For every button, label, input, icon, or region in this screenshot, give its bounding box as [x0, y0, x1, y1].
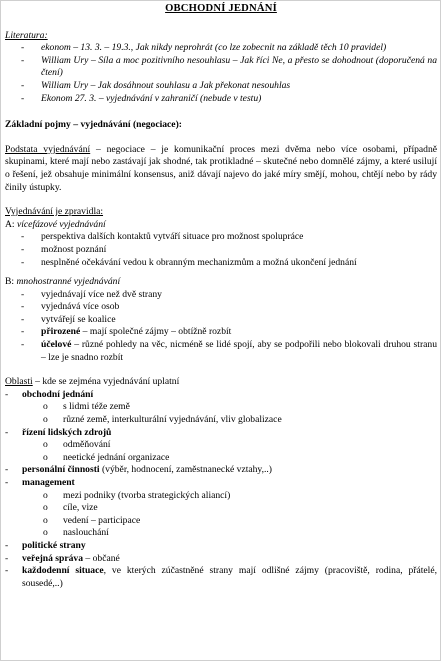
- sub-item: o cíle, vize: [5, 502, 437, 515]
- area-sublist: [5, 439, 437, 464]
- area-sublist: [5, 490, 437, 540]
- sub-item: o naslouchání: [5, 527, 437, 540]
- list-item: [5, 289, 437, 302]
- usually-a-line: [5, 219, 437, 232]
- literature-item: - William Ury – Jak dosáhnout souhlasu a Jak překonat nesouhlas: [5, 80, 437, 93]
- area-item-bold: řízení lidských zdrojů: [22, 426, 112, 438]
- list-item-text: vyjednává více osob: [41, 301, 120, 313]
- sub-item: o odměňování: [5, 439, 437, 452]
- area-item: [5, 553, 437, 566]
- literature-label: Literatura:: [5, 29, 48, 41]
- list-item-bold: přirozené: [41, 326, 81, 338]
- list-item: [5, 301, 437, 314]
- list-item: - nesplněné očekávání vedou k obranným mechanizmům a možná ukončení jednání: [5, 257, 437, 270]
- basics-heading: Základní pojmy – vyjednávání (negociace):: [5, 119, 182, 131]
- usually-b-prefix: B:: [5, 276, 17, 288]
- area-item-bold: veřejná správa: [22, 552, 84, 564]
- list-item-text: – mají společné zájmy – obtížně rozbít: [80, 326, 232, 338]
- usually-heading: Vyjednávání je zpravidla:: [5, 206, 104, 218]
- sub-item: o různé země, interkulturální vyjednávání, vliv globalizace: [5, 414, 437, 427]
- sub-item: o s lidmi téže země: [5, 401, 437, 414]
- area-item-bold: politické strany: [22, 539, 86, 551]
- areas-term: Oblasti: [5, 376, 33, 388]
- area-item: [5, 477, 437, 540]
- area-item-text: , ve kterých zúčastněné strany mají odlišné zájmy (pracoviště, rodina, přátelé, sousedé,..): [22, 565, 437, 589]
- area-sublist: [5, 401, 437, 426]
- area-item: [5, 427, 437, 465]
- area-item: [5, 389, 437, 427]
- list-item-bold: účelové: [41, 339, 72, 351]
- usually-a-prefix: A:: [5, 218, 17, 230]
- list-item: [5, 339, 437, 364]
- sub-item: o neetické jednání organizace: [5, 452, 437, 465]
- literature-item: - William Ury – Síla a moc pozitivního nesouhlasu – Jak říci Ne, a přesto se dohodnout (doporučená na čtení): [5, 55, 437, 80]
- literature-item: - ekonom – 13. 3. – 19.3., Jak nikdy neprohrát (co lze zobecnit na základě těch 10 pravidel): [5, 42, 437, 55]
- area-item-bold: management: [22, 477, 75, 488]
- list-item-text: vyjednávají více než dvě strany: [41, 288, 162, 300]
- document-title: OBCHODNÍ JEDNÁNÍ: [165, 3, 277, 14]
- area-item-bold: každodenní situace: [22, 565, 104, 577]
- list-item: [5, 314, 437, 327]
- usually-a-label: vícefázové vyjednávání: [17, 218, 106, 230]
- list-item-text: vytvářejí se koalice: [41, 313, 116, 325]
- areas-text: – kde se zejména vyjednávání uplatní: [32, 376, 180, 388]
- literature-item: - Ekonom 27. 3. – vyjednávání v zahraničí (nebude v testu): [5, 93, 437, 106]
- sub-item: o vedení – participace: [5, 515, 437, 528]
- usually-a-list: [5, 231, 437, 269]
- list-item: [5, 326, 437, 339]
- area-item: [5, 464, 437, 477]
- usually-b-line: [5, 276, 437, 289]
- areas-section: [5, 376, 437, 590]
- list-item-text: – různé pohledy na věc, nicméně se lidé spojí, aby se podpořili nebo blokovali druhou stranu – lze je snadno rozbít: [41, 339, 437, 363]
- literature-list: [5, 42, 437, 105]
- area-item: [5, 565, 437, 590]
- area-item-text: (výběr, hodnocení, zaměstnanecké vztahy,..): [99, 464, 272, 476]
- usually-section: [5, 206, 437, 364]
- areas-heading: [5, 376, 437, 389]
- usually-b-label: mnohostranné vyjednávání: [16, 276, 121, 288]
- usually-b-list: [5, 289, 437, 365]
- areas-list: [5, 389, 437, 591]
- list-item: - perspektiva dalších kontaktů vytváří situace pro možnost spolupráce: [5, 231, 437, 244]
- sub-item: o mezi podniky (tvorba strategických aliancí): [5, 490, 437, 503]
- definition-text: – negociace – je komunikační proces mezi dvěma nebo více osobami, případně skupinami, které mají nebo zastávají jak shodné, tak protikladné – skutečné nebo domnělé zájmy, a které usilují o řešení, jež obsahuje minimální konsensus, aniž dávají najevo do jaké míry smějí, mohou, chtějí nebo by rády činily ústupky.: [5, 143, 438, 193]
- list-item: - možnost poznání: [5, 244, 437, 257]
- area-item-text: – občané: [83, 552, 120, 564]
- definition-term: Podstata vyjednávání: [5, 143, 91, 155]
- area-item-bold: personální činnosti: [22, 464, 100, 476]
- area-item-bold: obchodní jednání: [22, 388, 94, 400]
- area-item: [5, 540, 437, 553]
- definition-paragraph: [5, 144, 437, 194]
